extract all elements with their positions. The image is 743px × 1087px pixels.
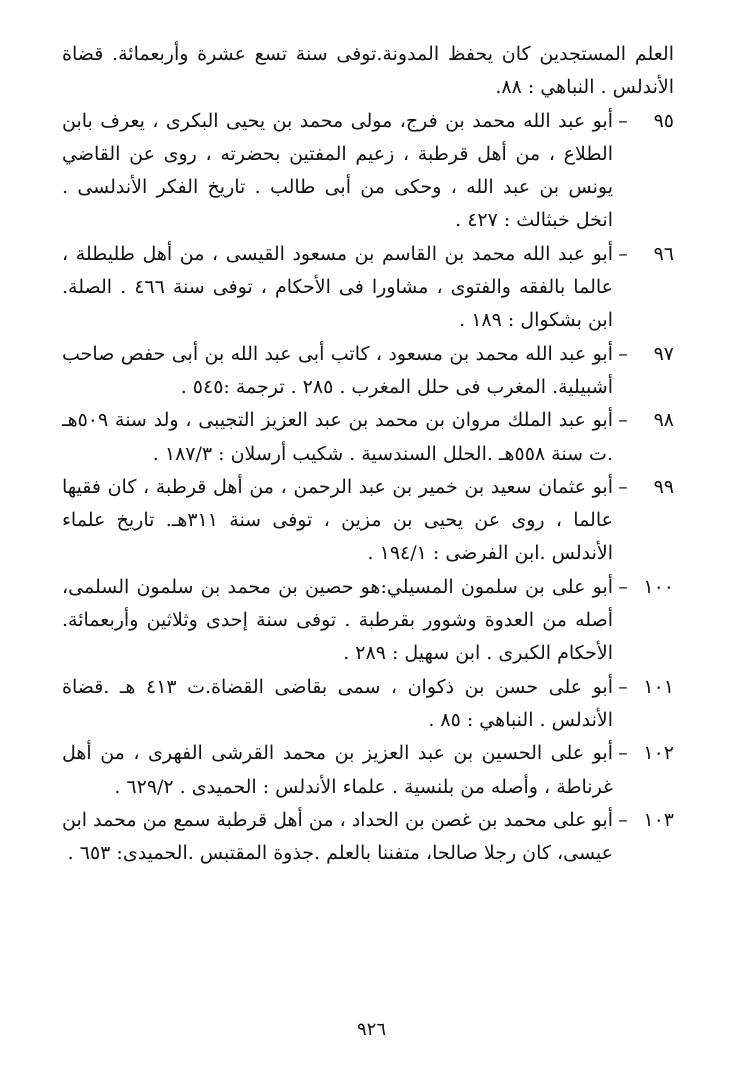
entry-text: أبو على حسن بن ذكوان ، سمى بقاضى القضاة.ت ٤١٣ هـ .قضاة الأندلس . النباهي : ٨٥ . [62,675,613,731]
entry-dash: – [618,475,628,498]
entry-dash: – [618,675,628,698]
entry-99 [62,471,674,571]
intro-paragraph: العلم المستجدين كان يحفظ المدونة.توفى سنة تسع عشرة وأربعمائة. قضاة الأندلس . النباهي : ٨٨. [62,43,674,99]
entry-number: ٩٨ [653,409,674,432]
entry-text: أبو عبد الملك مروان بن محمد بن عبد العزيز التجيبى ، ولد سنة ٥٠٩هـ .ت سنة ٥٥٨هـ .الحلل السندسية . شكيب أرسلان : ١٨٧/٣ . [62,409,613,465]
entry-number: ٩٩ [653,475,674,498]
entry-97 [62,338,674,405]
entry-text: أبو عبد الله محمد بن فرج، مولى محمد بن يحيى البكرى ، يعرف بابن الطلاع ، من أهل قرطبة ، زعيم المفتين بحضرته ، روى عن القاضي يونس بن عبد الله ، وحكى من أبى طالب . تاريخ الفكر الأندلسى . انخل خبثالث : ٤٢٧ . [62,109,613,232]
entry-number: ٩٥ [653,109,674,132]
entry-number: ١٠٣ [643,808,674,831]
entry-number: ٩٧ [653,342,674,365]
entry-103 [62,804,674,871]
entry-dash: – [618,742,628,765]
entry-text: أبو عبد الله محمد بن القاسم بن مسعود القيسى ، من أهل طليطلة ، عالما بالفقه والفتوى ، مشاورا فى الأحكام ، توفى سنة ٤٦٦ . الصلة. ابن بشكوال : ١٨٩ . [62,242,613,332]
entry-dash: – [618,242,628,265]
entry-number: ١٠١ [643,675,674,698]
entry-dash: – [618,409,628,432]
entry-text: أبو على الحسين بن عبد العزيز بن محمد القرشى الفهرى ، من أهل غرناطة ، وأصله من بلنسية . علماء الأندلس : الحميدى . ٦٢٩/٢ . [62,742,613,798]
entry-text: أبو عثمان سعيد بن خمير بن عبد الرحمن ، من أهل قرطبة ، كان فقيها عالما ، روى عن يحيى بن مزين ، توفى سنة ٣١١هـ. تاريخ علماء الأندلس .ابن الفرضى : ١٩٤/١ . [62,475,613,565]
entry-number: ٩٦ [653,242,674,265]
entry-dash: – [618,109,628,132]
entry-dash: – [618,342,628,365]
page-number: ٩٢٦ [356,1019,386,1040]
document-body [62,38,674,870]
entry-100 [62,571,674,671]
entry-text: أبو على محمد بن غصن بن الحداد ، من أهل قرطبة سمع من محمد ابن عيسى، كان رجلا صالحا، متفننا بالعلم .جذوة المقتبس .الحميدى: ٦٥٣ . [62,808,613,865]
entry-101 [62,671,674,738]
entry-102 [62,737,674,804]
entry-dash: – [618,808,628,831]
entry-text: أبو على بن سلمون المسيلي:هو حصين بن محمد بن سلمون السلمى، أصله من العدوة وشوور بقرطبة . توفى سنة إحدى وثلاثين وأربعمائة. الأحكام الكبرى . ابن سهيل : ٢٨٩ . [62,575,613,665]
entry-number: ١٠٢ [643,742,674,765]
entry-text: أبو عبد الله محمد بن مسعود ، كاتب أبى عبد الله بن أبى حفص صاحب أشبيلية. المغرب فى حلل المغرب . ٢٨٥ . ترجمة :٥٤٥ . [62,342,613,398]
entry-98 [62,404,674,471]
entry-dash: – [618,575,628,598]
entry-95 [62,105,674,238]
entry-96 [62,238,674,338]
entry-number: ١٠٠ [643,575,674,598]
